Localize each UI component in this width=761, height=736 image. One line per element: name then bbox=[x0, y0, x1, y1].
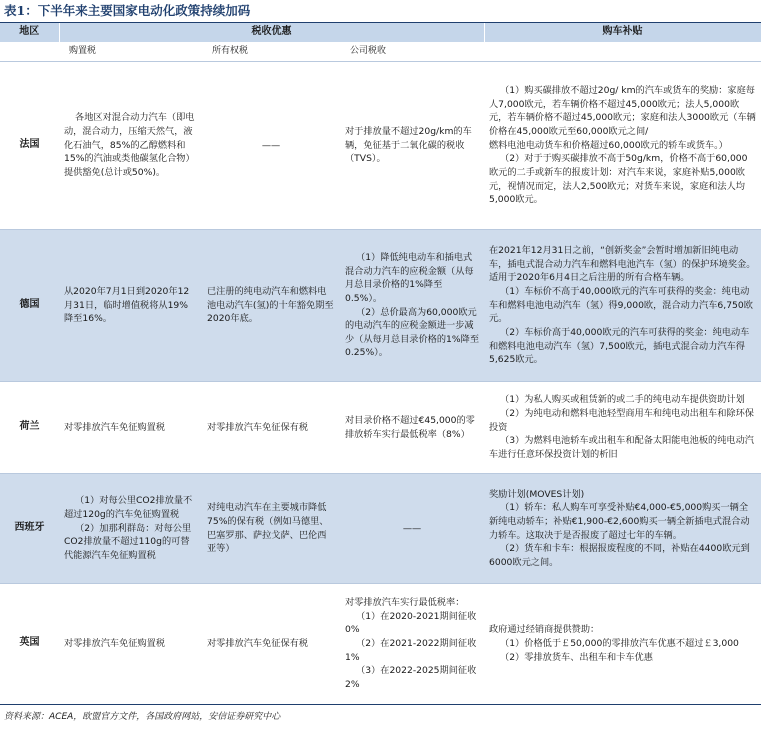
subsidy-paragraph: （3）为燃料电池轿车或出租车和配备太阳能电池板的纯电动汽车进行任意环保投资计划的析旧 bbox=[489, 435, 754, 460]
subsidy-paragraph: （2）对于于购买碳排放不高于50g/km，价格不高于60,000欧元的二手或新车的报废计划：对汽车来说，家庭补贴5,000欧元，视情况而定，法人2,500欧元；对货车来说，家庭和法人均5,000欧元。 bbox=[489, 153, 748, 206]
table-row bbox=[0, 584, 761, 704]
header-region: 地区 bbox=[0, 23, 59, 42]
company-tax-text: 对于排放量不超过20g/km的车辆，免征基于二氧化碳的税收（TVS）。 bbox=[345, 126, 472, 165]
subsidy-paragraph: （2）货车和卡车：根据报废程度的不同，补贴在4400欧元到6000欧元之间。 bbox=[489, 543, 750, 568]
company-tax-paragraph: （1）在2020-2021期间征收0% bbox=[345, 610, 477, 636]
purchase-tax-cell bbox=[59, 230, 202, 382]
subheader-empty bbox=[0, 42, 59, 62]
company-tax-cell bbox=[340, 584, 484, 704]
subsidy-paragraph: 奖励计划(MOVES计划) bbox=[489, 488, 585, 500]
ownership-tax-cell bbox=[202, 474, 340, 584]
ownership-tax-cell: 对零排放汽车免征保有税 bbox=[202, 584, 340, 704]
company-tax-paragraph: （2）总价最高为60,000欧元的电动汽车的应税金额进一步减少（从每月总目录价格的1%降至0.25%）。 bbox=[345, 306, 480, 359]
ownership-tax-text: 已注册的纯电动汽车和燃料电池电动汽车(氢)的十年豁免期至2020年底。 bbox=[207, 286, 334, 325]
subsidy-paragraph: （1）车标价不高于40,000欧元的汽车可获得的奖金：纯电动车和燃料电池电动汽车（氢）得9,000欧，混合动力汽车6,750欧元。 bbox=[489, 286, 753, 325]
header-tax: 税收优惠 bbox=[59, 23, 484, 42]
purchase-tax-paragraph: （2）加那利群岛：对每公里CO2排放量不超过110g的可替代能源汽车免征购置税 bbox=[64, 522, 192, 561]
ownership-tax-text: 对纯电动汽车在主要城市降低75%的保有税（例如马德里、巴塞罗那、萨拉戈萨、巴伦西亚等） bbox=[207, 502, 329, 555]
company-tax-cell bbox=[340, 230, 484, 382]
subsidy-cell bbox=[484, 474, 761, 584]
table-row bbox=[0, 474, 761, 584]
subsidy-paragraph: （1）轿车：私人购车可享受补贴€4,000-€5,000购买一辆全新纯电动轿车；补贴€1,900-€2,600购买一辆全新插电式混合动力轿车。这取决于是否报废了超过七年的车辆。 bbox=[489, 502, 750, 541]
subheader-row bbox=[0, 42, 761, 62]
subsidy-cell bbox=[484, 230, 761, 382]
company-tax-cell: —— bbox=[340, 474, 484, 584]
subsidy-paragraph: （1）为私人购买或租赁新的或二手的纯电动车提供资助计划 bbox=[500, 394, 745, 406]
ownership-tax-cell: —— bbox=[202, 62, 340, 230]
purchase-tax-cell bbox=[59, 62, 202, 230]
ownership-tax-cell bbox=[202, 230, 340, 382]
ownership-tax-cell: 对零排放汽车免征保有税 bbox=[202, 382, 340, 474]
purchase-tax-cell bbox=[59, 474, 202, 584]
purchase-tax-cell: 对零排放汽车免征购置税 bbox=[59, 584, 202, 704]
subsidy-paragraph: （2）车标价高于40,000欧元的汽车可获得的奖金：纯电动车和燃料电池电动汽车（氢）7,500欧元，插电式混合动力汽车得5,625欧元。 bbox=[489, 326, 750, 366]
company-tax-cell bbox=[340, 62, 484, 230]
purchase-tax-paragraph: （1）对每公里CO2排放量不超过120g的汽车免征购置税 bbox=[64, 495, 193, 521]
subsidy-paragraph: （1）价格低于￡50,000的零排放汽车优惠不超过￡3,000 bbox=[500, 637, 739, 649]
subsidy-paragraph: （2）为纯电动和燃料电池轻型商用车和纯电动出租车和除环保投资 bbox=[489, 408, 754, 433]
subsidy-paragraph: 政府通过经销商提供赞助： bbox=[489, 624, 600, 636]
subsidy-cell bbox=[484, 62, 761, 230]
subheader-empty-2 bbox=[484, 42, 761, 62]
region-cell: 英国 bbox=[0, 584, 59, 704]
policy-table bbox=[0, 23, 761, 704]
subsidy-cell bbox=[484, 382, 761, 474]
company-tax-paragraph: （1）降低纯电动车和插电式混合动力汽车的应税金额（从每月总目录价格的1%降至0.5%）。 bbox=[345, 252, 474, 304]
table-title: 表1：下半年来主要国家电动化政策持续加码 bbox=[0, 0, 761, 23]
region-cell: 法国 bbox=[0, 62, 59, 230]
company-tax-paragraph: （3）在2022-2025期间征收2% bbox=[345, 665, 477, 690]
source-note: 资料来源：ACEA，欧盟官方文件，各国政府网站，安信证券研究中心 bbox=[0, 704, 761, 722]
subheader-company-tax: 公司税收 bbox=[340, 42, 484, 62]
subsidy-paragraph: （2）零排放货车、出租车和卡车优惠 bbox=[500, 651, 653, 663]
purchase-tax-cell: 对零排放汽车免征购置税 bbox=[59, 382, 202, 474]
table-row bbox=[0, 382, 761, 474]
table-row bbox=[0, 230, 761, 382]
subheader-purchase-tax: 购置税 bbox=[59, 42, 202, 62]
subsidy-paragraph: 在2021年12月31日之前，“创新奖金”会暂时增加新旧纯电动车，插电式混合动力汽车和燃料电池汽车（氢）的保护环境奖金。适用于2020年6月4日之后注册的所有合格车辆。 bbox=[489, 245, 756, 284]
subsidy-paragraph: 燃料电池电动货车和价格超过60,000欧元的轿车或货车。） bbox=[489, 139, 728, 151]
purchase-tax-text: 从2020年7月1日到2020年12月31日，临时增值税将从19%降至16%。 bbox=[64, 286, 190, 325]
company-tax-paragraph: 对零排放汽车实行最低税率： bbox=[345, 597, 465, 609]
header-subsidy: 购车补贴 bbox=[484, 23, 761, 42]
company-tax-paragraph: （2）在2021-2022期间征收1% bbox=[345, 637, 477, 663]
table-row bbox=[0, 62, 761, 230]
company-tax-cell bbox=[340, 382, 484, 474]
subheader-ownership-tax: 所有权税 bbox=[202, 42, 340, 62]
company-tax-text: 对目录价格不超过€45,000的零排放轿车实行最低税率（8%） bbox=[345, 414, 475, 440]
region-cell: 德国 bbox=[0, 230, 59, 382]
purchase-tax-text: 各地区对混合动力汽车（即电动，混合动力，压缩天然气，液化石油气，85%的乙醇燃料和15%的汽油或类他碳氢化合物）提供豁免(总计或50%)。 bbox=[64, 112, 195, 178]
region-cell: 荷兰 bbox=[0, 382, 59, 474]
subsidy-paragraph: （1）购买碳排放不超过20g/ km的汽车或货车的奖励：家庭每人7,000欧元，若车辆价格不超过45,000欧元；法人5,000欧元，若车辆价格不超过45,000欧元；家庭和法人3000欧元（车辆价格在45,000欧元至60,000欧元之间/ bbox=[489, 85, 756, 138]
subsidy-cell bbox=[484, 584, 761, 704]
region-cell: 西班牙 bbox=[0, 474, 59, 584]
header-row bbox=[0, 23, 761, 42]
